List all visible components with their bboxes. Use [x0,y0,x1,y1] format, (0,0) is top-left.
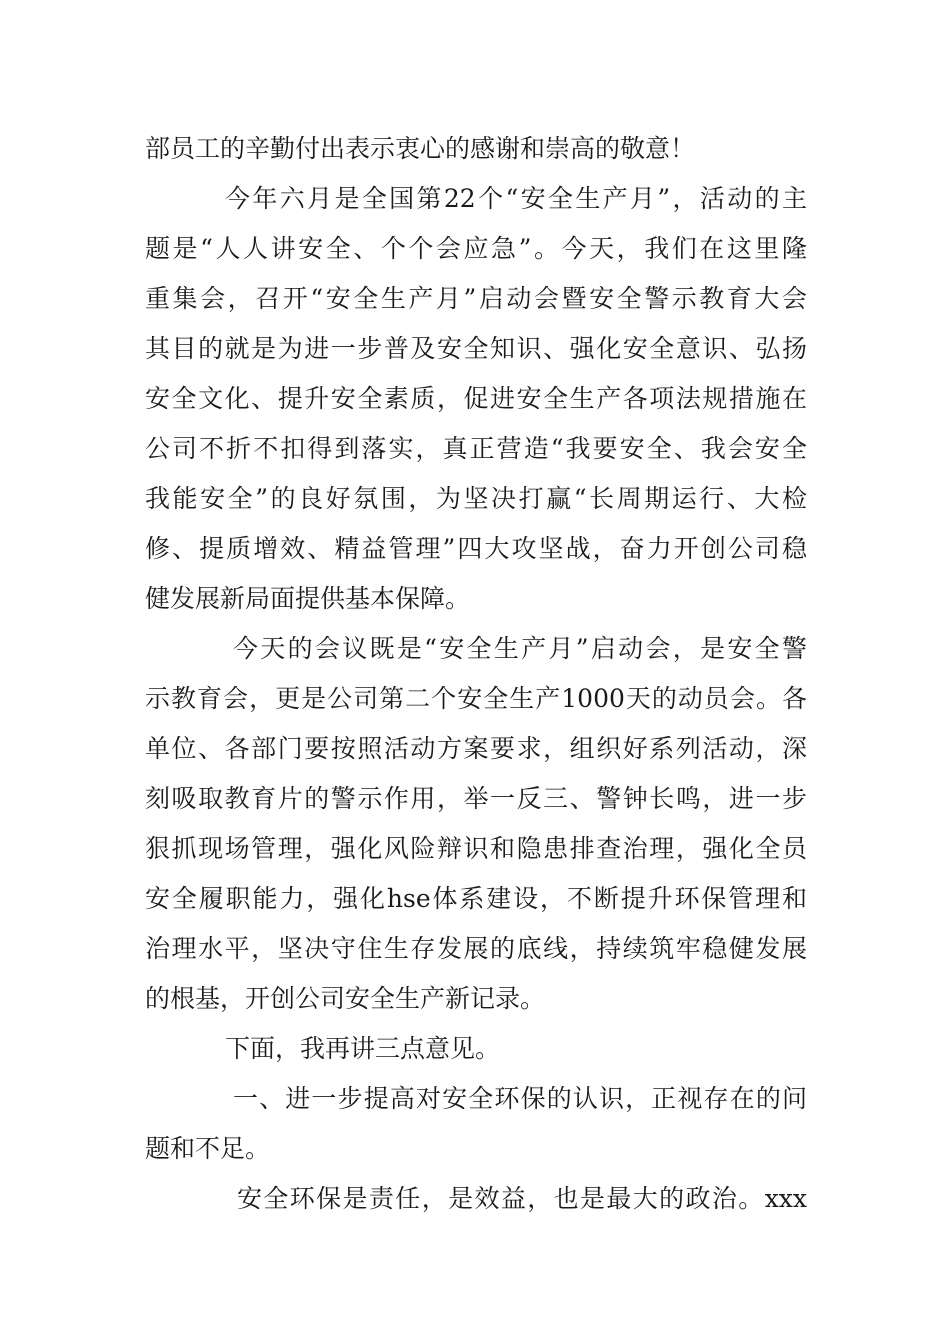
text-line: 单位、各部门要按照活动方案要求，组织好系列活动，深 [145,734,807,763]
section-heading-line: 一、进一步提高对安全环保的认识，正视存在的问 [233,1084,807,1113]
text-line: 刻吸取教育片的警示作用，举一反三、警钟长鸣，进一步 [145,784,807,813]
text-line: 其目的就是为进一步普及安全知识、强化安全意识、弘扬 [145,334,807,363]
text-line: 安全文化、提升安全素质，促进安全生产各项法规措施在 [145,384,807,413]
text-line: 狠抓现场管理，强化风险辩识和隐患排查治理，强化全员 [145,834,807,863]
paragraph-first-line: 今天的会议既是“安全生产月”启动会，是安全警 [233,634,807,663]
section-heading-line: 题和不足。 [145,1134,271,1163]
text-line: 我能安全”的良好氛围，为坚决打赢“长周期运行、大检 [145,484,807,513]
text-line: 公司不折不扣得到落实，真正营造“我要安全、我会安全 [145,434,807,463]
text-line: 示教育会，更是公司第二个安全生产1000天的动员会。各 [145,684,807,713]
paragraph-first-line: 今年六月是全国第22个“安全生产月”，活动的主 [225,184,807,213]
text-line: 的根基，开创公司安全生产新记录。 [145,984,546,1013]
document-body [145,124,807,1224]
text-line: 题是“人人讲安全、个个会应急”。今天，我们在这里隆 [145,234,807,263]
text-line: 治理水平，坚决守住生存发展的底线，持续筑牢稳健发展 [145,934,807,963]
text-line: 部员工的辛勤付出表示衷心的感谢和崇高的敬意！ [145,134,696,163]
text-line: 健发展新局面提供基本保障。 [145,584,471,613]
text-line: 重集会，召开“安全生产月”启动会暨安全警示教育大会 [145,284,807,313]
paragraph-first-line: 下面，我再讲三点意见。 [225,1034,501,1063]
paragraph-first-line: 安全环保是责任，是效益，也是最大的政治。xxx [237,1184,807,1213]
text-line: 安全履职能力，强化hse体系建设，不断提升环保管理和 [145,884,807,913]
text-line: 修、提质增效、精益管理”四大攻坚战，奋力开创公司稳 [145,534,807,563]
